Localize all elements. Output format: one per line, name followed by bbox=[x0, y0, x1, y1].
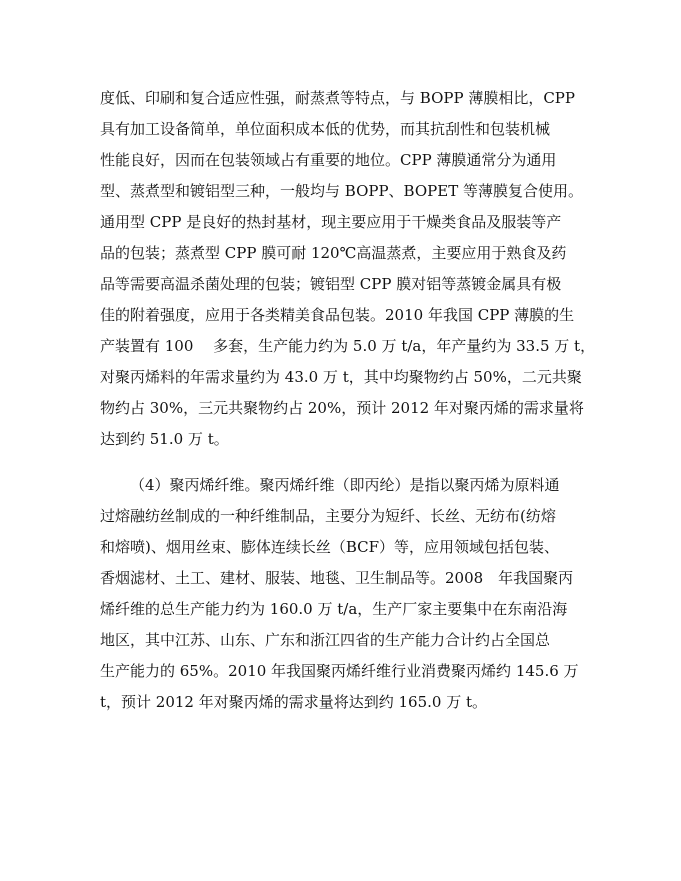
text-line: t，预计 2012 年对聚丙烯的需求量将达到约 165.0 万 t。 bbox=[100, 693, 488, 711]
text-line: 品的包装；蒸煮型 CPP 膜可耐 120℃高温蒸煮，主要应用于熟食及药 bbox=[100, 244, 567, 262]
text-line: 对聚丙烯料的年需求量约为 43.0 万 t，其中均聚物约占 50%，二元共聚 bbox=[100, 368, 582, 386]
text-line: 和熔喷)、烟用丝束、膨体连续长丝（BCF）等，应用领域包括包装、 bbox=[100, 538, 560, 556]
text-line: 佳的附着强度，应用于各类精美食品包装。2010 年我国 CPP 薄膜的生 bbox=[100, 306, 575, 324]
text-line: 物约占 30%，三元共聚物约占 20%，预计 2012 年对聚丙烯的需求量将 bbox=[100, 399, 584, 417]
text-line: 产装置有 100 多套，生产能力约为 5.0 万 t/a，年产量约为 33.5 万 t， bbox=[100, 337, 596, 355]
text-line: 香烟滤材、土工、建材、服装、地毯、卫生制品等。2008 年我国聚丙 bbox=[100, 569, 574, 587]
text-line: 型、蒸煮型和镀铝型三种，一般均与 BOPP、BOPET 等薄膜复合使用。 bbox=[100, 182, 583, 200]
text-line: 生产能力的 65%。2010 年我国聚丙烯纤维行业消费聚丙烯约 145.6 万 bbox=[100, 662, 579, 680]
text-line: 烯纤维的总生产能力约为 160.0 万 t/a，生产厂家主要集中在东南沿海 bbox=[100, 600, 568, 618]
text-line: 地区，其中江苏、山东、广东和浙江四省的生产能力合计约占全国总 bbox=[100, 631, 551, 649]
text-line: 性能良好，因而在包装领域占有重要的地位。CPP 薄膜通常分为通用 bbox=[100, 151, 557, 169]
text-line: 具有加工设备简单，单位面积成本低的优势，而其抗刮性和包装机械 bbox=[100, 120, 551, 138]
text-line: 品等需要高温杀菌处理的包装；镀铝型 CPP 膜对铝等蒸镀金属具有极 bbox=[100, 275, 562, 293]
text-line: 过熔融纺丝制成的一种纤维制品，主要分为短纤、长丝、无纺布(纺熔 bbox=[100, 507, 556, 525]
text-line: 通用型 CPP 是良好的热封基材，现主要应用于干燥类食品及服装等产 bbox=[100, 213, 562, 231]
paragraph-heading-line: （4）聚丙烯纤维。聚丙烯纤维（即丙纶）是指以聚丙烯为原料通 bbox=[130, 476, 560, 494]
text-line: 度低、印刷和复合适应性强，耐蒸煮等特点，与 BOPP 薄膜相比，CPP bbox=[100, 89, 575, 107]
text-line: 达到约 51.0 万 t。 bbox=[100, 430, 229, 448]
